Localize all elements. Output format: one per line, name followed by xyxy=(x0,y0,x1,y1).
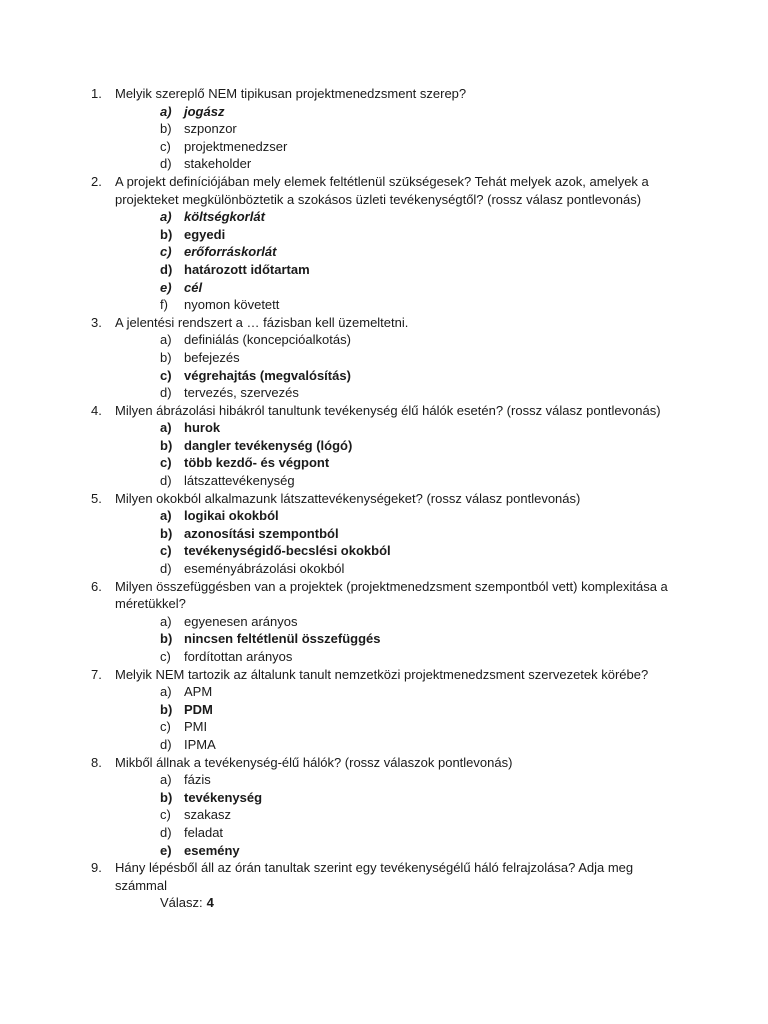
option-letter: d) xyxy=(160,385,172,401)
option-text: hurok xyxy=(184,420,221,436)
question-text-line xyxy=(0,666,768,684)
answer-option xyxy=(0,120,768,138)
question-number: 6. xyxy=(91,578,102,594)
document-page xyxy=(0,85,768,912)
answer-option xyxy=(0,138,768,156)
option-text: szakasz xyxy=(184,807,231,823)
answer-option xyxy=(0,437,768,455)
question-text-line xyxy=(0,754,768,772)
option-text: eseményábrázolási okokból xyxy=(184,561,345,577)
question-3 xyxy=(0,314,768,402)
option-text: PMI xyxy=(184,719,208,735)
question-text-line xyxy=(0,490,768,508)
answer-option xyxy=(0,349,768,367)
option-text: fordítottan arányos xyxy=(184,649,293,664)
answer-option xyxy=(0,842,768,860)
answer-label xyxy=(160,894,214,912)
question-8 xyxy=(0,754,768,860)
option-letter: b) xyxy=(160,525,173,541)
option-letter: c) xyxy=(160,807,171,823)
answer-option xyxy=(0,560,768,578)
answer-option xyxy=(0,824,768,842)
option-text: stakeholder xyxy=(184,156,252,172)
option-letter: c) xyxy=(160,543,172,559)
question-text: Hány lépésből áll az órán tanultak szerint egy tevékenységélű háló felrajzolása? Adja meg számmal xyxy=(115,860,634,893)
question-number: 8. xyxy=(91,754,102,770)
answer-option xyxy=(0,683,768,701)
option-letter: a) xyxy=(160,508,172,524)
question-text: Melyik szereplő NEM tipikusan projektmenedzsment szerep? xyxy=(115,86,467,101)
option-text: dangler tevékenység (lógó) xyxy=(184,437,353,453)
option-letter: d) xyxy=(160,473,172,489)
answer-option xyxy=(0,367,768,385)
option-letter: d) xyxy=(160,261,173,277)
question-text-line xyxy=(0,402,768,420)
question-number: 9. xyxy=(91,860,102,876)
question-text: A projekt definíciójában mely elemek feltétlenül szükségesek? Tehát melyek azok, amelyek a projekteket megkülönböztetik a szokásos üzleti tevékenységtől? (rossz válasz pontlevonás) xyxy=(115,173,649,207)
question-text-line xyxy=(0,859,768,894)
option-letter: b) xyxy=(160,701,173,717)
option-text: logikai okokból xyxy=(184,508,279,524)
option-letter: b) xyxy=(160,631,173,647)
option-text: APM xyxy=(184,684,213,700)
answer-line xyxy=(0,894,768,912)
option-letter: e) xyxy=(160,842,172,858)
option-text: nyomon követett xyxy=(184,297,280,313)
answer-option xyxy=(0,279,768,297)
option-letter: b) xyxy=(160,437,173,453)
option-text: tervezés, szervezés xyxy=(184,385,299,401)
answer-value: 4 xyxy=(206,895,214,911)
question-number: 2. xyxy=(91,173,102,189)
answer-option xyxy=(0,718,768,736)
option-text: egyedi xyxy=(184,226,226,242)
answer-option xyxy=(0,208,768,226)
option-text: esemény xyxy=(184,842,240,858)
option-letter: d) xyxy=(160,824,172,840)
option-letter: d) xyxy=(160,561,172,577)
question-9 xyxy=(0,859,768,912)
answer-option xyxy=(0,226,768,244)
question-2 xyxy=(0,173,768,314)
option-letter: b) xyxy=(160,349,172,365)
option-letter: a) xyxy=(160,684,172,700)
option-letter: c) xyxy=(160,455,172,471)
option-text: definiálás (koncepcióalkotás) xyxy=(184,332,351,348)
option-letter: a) xyxy=(160,332,172,348)
answer-option xyxy=(0,806,768,824)
answer-option xyxy=(0,771,768,789)
option-text: határozott időtartam xyxy=(184,261,310,277)
answer-option xyxy=(0,736,768,754)
answer-option xyxy=(0,454,768,472)
question-text-line xyxy=(0,173,768,208)
answer-option xyxy=(0,384,768,402)
option-text: feladat xyxy=(184,824,224,840)
option-text: költségkorlát xyxy=(184,209,265,225)
answer-option xyxy=(0,630,768,648)
answer-option xyxy=(0,155,768,173)
option-letter: a) xyxy=(160,613,172,629)
option-text: végrehajtás (megvalósítás) xyxy=(184,367,351,383)
option-letter: a) xyxy=(160,420,172,436)
question-text: Milyen ábrázolási hibákról tanultunk tevékenység élű hálók esetén? (rossz válasz pontlevonás) xyxy=(115,402,661,418)
option-letter: c) xyxy=(160,138,171,154)
question-5 xyxy=(0,490,768,578)
answer-option xyxy=(0,419,768,437)
option-text: projektmenedzser xyxy=(184,138,288,154)
answer-option xyxy=(0,472,768,490)
answer-option xyxy=(0,507,768,525)
question-text-line xyxy=(0,314,768,332)
option-text: azonosítási szempontból xyxy=(184,525,339,541)
question-text-line xyxy=(0,85,768,103)
option-letter: c) xyxy=(160,367,172,383)
option-letter: c) xyxy=(160,649,171,664)
option-text: tevékenységidő-becslési okokból xyxy=(184,543,391,559)
question-number: 7. xyxy=(91,666,102,682)
question-number: 1. xyxy=(91,86,102,101)
option-letter: d) xyxy=(160,736,172,752)
question-number: 5. xyxy=(91,490,102,506)
option-letter: d) xyxy=(160,156,172,172)
option-text: tevékenység xyxy=(184,789,263,805)
question-4 xyxy=(0,402,768,490)
option-letter: b) xyxy=(160,789,173,805)
question-1 xyxy=(0,85,768,173)
answer-option xyxy=(0,243,768,261)
question-6 xyxy=(0,578,768,666)
option-text: cél xyxy=(184,279,203,295)
answer-option xyxy=(0,296,768,314)
question-text: Milyen okokból alkalmazunk látszattevékenységeket? (rossz válasz pontlevonás) xyxy=(115,490,581,506)
option-text: látszattevékenység xyxy=(184,473,295,489)
option-letter: a) xyxy=(160,772,172,788)
option-letter: f) xyxy=(160,297,168,313)
answer-option xyxy=(0,613,768,631)
question-text: Milyen összefüggésben van a projektek (projektmenedzsment szempontból vett) komplexitása a méretükkel? xyxy=(115,578,668,612)
option-letter: c) xyxy=(160,719,171,735)
option-letter: b) xyxy=(160,226,173,242)
answer-option xyxy=(0,261,768,279)
option-text: PDM xyxy=(184,701,213,717)
option-text: nincsen feltétlenül összefüggés xyxy=(184,631,381,647)
question-text-line xyxy=(0,578,768,613)
option-text: IPMA xyxy=(184,736,216,752)
question-text: Mikből állnak a tevékenység-élű hálók? (rossz válaszok pontlevonás) xyxy=(115,754,513,770)
option-text: fázis xyxy=(184,772,211,788)
question-text: Melyik NEM tartozik az általunk tanult nemzetközi projektmenedzsment szervezetek körébe? xyxy=(115,666,649,682)
question-text: A jelentési rendszert a … fázisban kell üzemeltetni. xyxy=(115,314,409,330)
answer-option xyxy=(0,542,768,560)
option-text: erőforráskorlát xyxy=(184,244,277,260)
answer-option xyxy=(0,701,768,719)
answer-option xyxy=(0,331,768,349)
option-text: több kezdő- és végpont xyxy=(184,455,330,471)
option-letter: a) xyxy=(160,103,172,119)
question-number: 3. xyxy=(91,314,102,330)
answer-option xyxy=(0,103,768,121)
option-text: befejezés xyxy=(184,349,240,365)
option-letter: a) xyxy=(160,209,172,225)
option-letter: e) xyxy=(160,279,172,295)
option-text: egyenesen arányos xyxy=(184,613,298,629)
answer-option xyxy=(0,789,768,807)
question-number: 4. xyxy=(91,402,102,418)
option-text: szponzor xyxy=(184,121,237,137)
option-letter: c) xyxy=(160,244,172,260)
option-text: jogász xyxy=(184,103,225,119)
option-letter: b) xyxy=(160,121,172,137)
question-7 xyxy=(0,666,768,754)
answer-option xyxy=(0,525,768,543)
answer-label-text: Válasz: xyxy=(160,895,203,911)
answer-option xyxy=(0,648,768,666)
